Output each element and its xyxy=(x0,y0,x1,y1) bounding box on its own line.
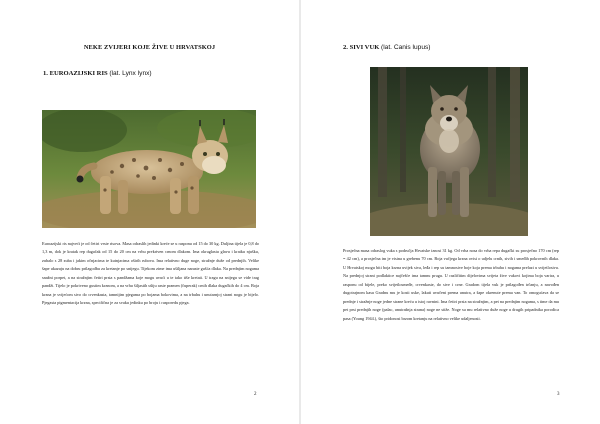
lynx-photo xyxy=(42,110,256,228)
document-title: NEKE ZVIJERI KOJE ŽIVE U HRVATSKOJ xyxy=(83,44,216,51)
wolf-description: Prosječna masa odraslog vuka s područja Hrvatske iznosi 31 kg. Od vrha nosa do vrha repa dugački su prosječno 170 cm (rep = 42 cm), a prosječna im je visina u grebenu 70 cm. Boja vučjega krzna ovisi o udjelu crnih, sivih i smeđih pokrovnih dlaka. U Hrvatskoj mogu biti boja krzna uvijek siva, leđa i rep su tamnosive boje koja prema trbuhu i nogama prelazi u svijetlosivu. Na prednjoj strani podlaktice najčešće ima tamnu prugu. U različitim dijelovima svijeta žive vukovi kojima boja varira, u rasponu od bijele, preko svijetlosmeđe, crvenkaste, do sive i crne. Gradom tijela vuk je prilagođen trčanju, a navođen dugotrajnom kasu Gradnu mu je kosti uske, lakuti uvučeni prema unutra, a šape okrenute prema van. To omogućava da se prednje i stražnje noge jedne strane kreću u istoj ravnini. Ima četiri prsta na stražnjim, a pet na prednjim nogama, s time da mu pet prst prednjih noge (palac, unutrašnja strana) noge ne stiže. Noge su mu relativno duže noge u drugih pripadnika porodica pasa (Young 1944.), što pridonosi brzom kretanju na relativno velike udaljenosti. xyxy=(343,248,559,321)
right-page xyxy=(301,0,600,424)
lynx-latin-name: (lat. Lynx lynx) xyxy=(109,70,152,77)
lynx-heading xyxy=(43,70,152,77)
wolf-heading-text: 2. SIVI VUK xyxy=(343,44,380,51)
lynx-description: Euroazijski ris najveći je od četiri vrste risova. Masa odraslih jedinki kreće se u rasponu od 15 do 30 kg. Duljina tijela je 0,8 do 1,3 m, dok je kratak rep dugačak od 15 do 20 cm na vrhu prekriven crnom dlakom. Ima okruglastu glavu i kratku njušku, zubalo s 28 zuba i jakim očnjacima te kutnjacima oštrih rubova. Ima relativno duge noge, stražnje duže od prednjih. Velike šape ukazuju na dobru prilagodbu za kretanje po snijegu. Tijekom zime ima ušiljana naraste gušća dlaka. Na prednjim nogama snažni porpet, a na stražnjim četiri prsta s pandžama koje mogu uvući u te tako tiše kretati. U tragu na snijegu se vide trag pandži. Tijelo je pokriveno gustim krznom, a na vrhu šiljastih ušiju raste pramen (čuperak) crnih dlaka dugačkih do 4 cm. Boja krzna je svijećom sivo do crvenkasta, tamnijim pjegama po bojama bokovima, a na trbuhu i unutarnjoj strani nogu je bijelo. Pjegasta pigmentacija krzna, specifična je za svaku jedinku po broju i rasporedu pjega. xyxy=(42,241,259,306)
wolf-latin-name: (lat. Canis lupus) xyxy=(381,44,431,51)
wolf-photo xyxy=(370,67,528,236)
lynx-heading-text: 1. EUROAZIJSKI RIS xyxy=(43,70,108,77)
left-page xyxy=(0,0,299,424)
page-number: 2 xyxy=(254,392,257,397)
wolf-heading xyxy=(343,44,430,51)
page-number: 3 xyxy=(557,392,560,397)
